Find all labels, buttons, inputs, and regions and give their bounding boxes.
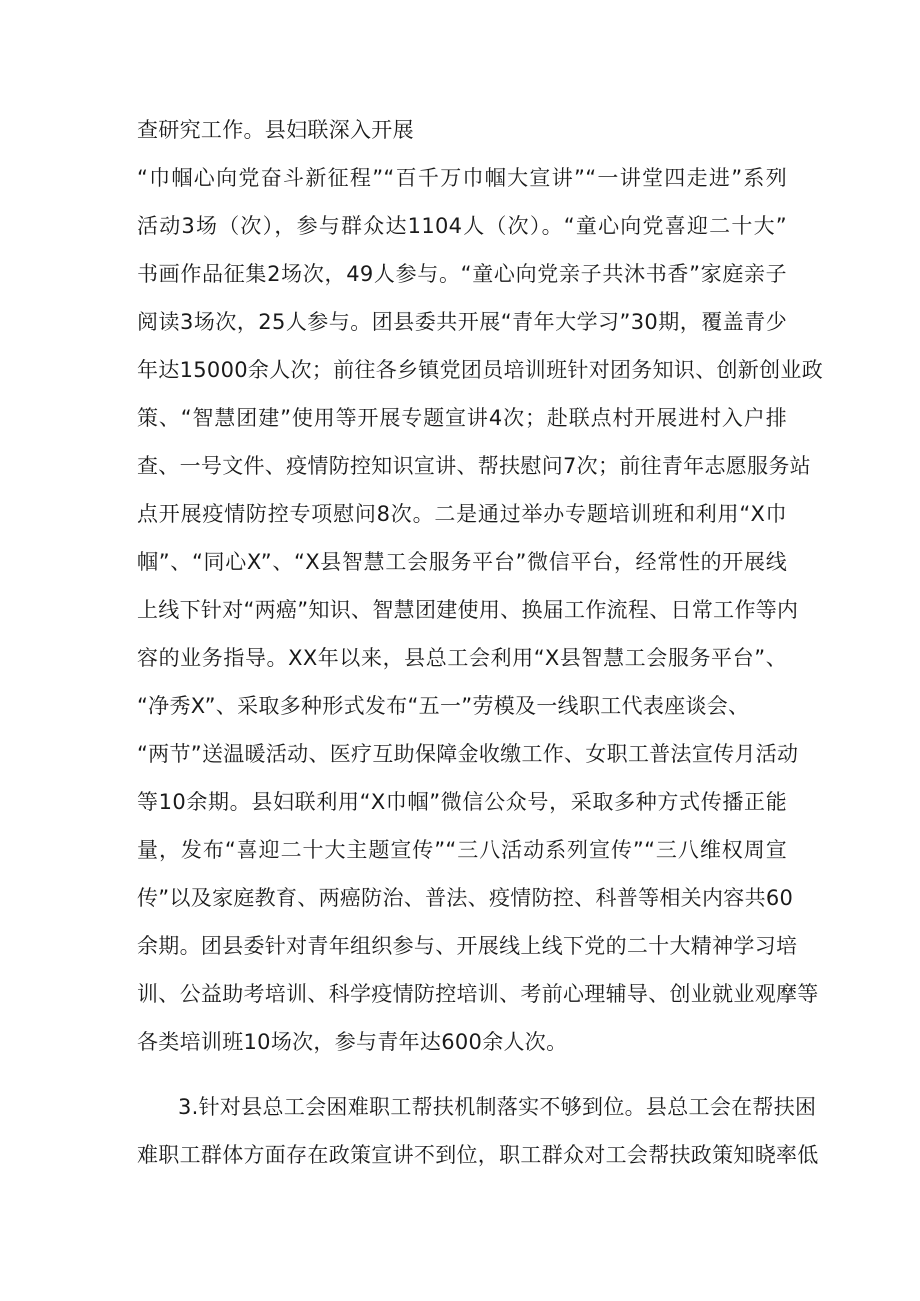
text-line: 容的业务指导。XX年以来，县总工会利用“X县智慧工会服务平台”、: [137, 646, 787, 670]
text-line: 各类培训班10场次，参与青年达600余人次。: [137, 1030, 568, 1054]
text-line: 活动3场（次），参与群众达1104人（次）。“童心向党喜迎二十大”: [137, 214, 787, 238]
text-line: 策、“智慧团建”使用等开展专题宣讲4次；赴联点村开展进村入户排: [137, 406, 787, 430]
text-line: “巾帼心向党奋斗新征程”“百千万巾帼大宣讲”“一讲堂四走进”系列: [137, 166, 787, 190]
text-line: 量，发布“喜迎二十大主题宣传”“三八活动系列宣传”“三八维权周宣: [137, 838, 787, 862]
text-line: 上线下针对“两癌”知识、智慧团建使用、换届工作流程、日常工作等内: [137, 598, 799, 622]
text-line: “净秀X”、采取多种形式发布“五一”劳模及一线职工代表座谈会、: [137, 694, 750, 718]
text-line: 书画作品征集2场次，49人参与。“童心向党亲子共沐书香”家庭亲子: [137, 262, 787, 286]
text-line: 查、一号文件、疫情防控知识宣讲、帮扶慰问7次；前往青年志愿服务站: [137, 454, 811, 478]
text-line: 年达15000余人次；前往各乡镇党团员培训班针对团务知识、创新创业政: [137, 358, 824, 382]
text-line: 余期。团县委针对青年组织参与、开展线上线下党的二十大精神学习培: [137, 934, 798, 958]
text-line: 训、公益助考培训、科学疫情防控培训、考前心理辅导、创业就业观摩等: [137, 982, 819, 1006]
section-heading-line: 3.针对县总工会困难职工帮扶机制落实不够到位。县总工会在帮扶困: [178, 1095, 817, 1119]
text-line: “两节”送温暖活动、医疗互助保障金收缴工作、女职工普法宣传月活动: [137, 742, 799, 766]
text-line: 难职工群体方面存在政策宣讲不到位，职工群众对工会帮扶政策知晓率低: [137, 1143, 819, 1167]
text-line: 帼”、“同心X”、“X县智慧工会服务平台”微信平台，经常性的开展线: [137, 550, 787, 574]
text-line: 阅读3场次，25人参与。团县委共开展“青年大学习”30期，覆盖青少: [137, 310, 787, 334]
text-line: 等10余期。县妇联利用“X巾帼”微信公众号，采取多种方式传播正能: [137, 790, 787, 814]
text-line: 点开展疫情防控专项慰问8次。二是通过举办专题培训班和利用“X巾: [137, 502, 787, 526]
text-line: 查研究工作。县妇联深入开展: [137, 118, 414, 142]
text-line: 传”以及家庭教育、两癌防治、普法、疫情防控、科普等相关内容共60: [137, 886, 794, 910]
